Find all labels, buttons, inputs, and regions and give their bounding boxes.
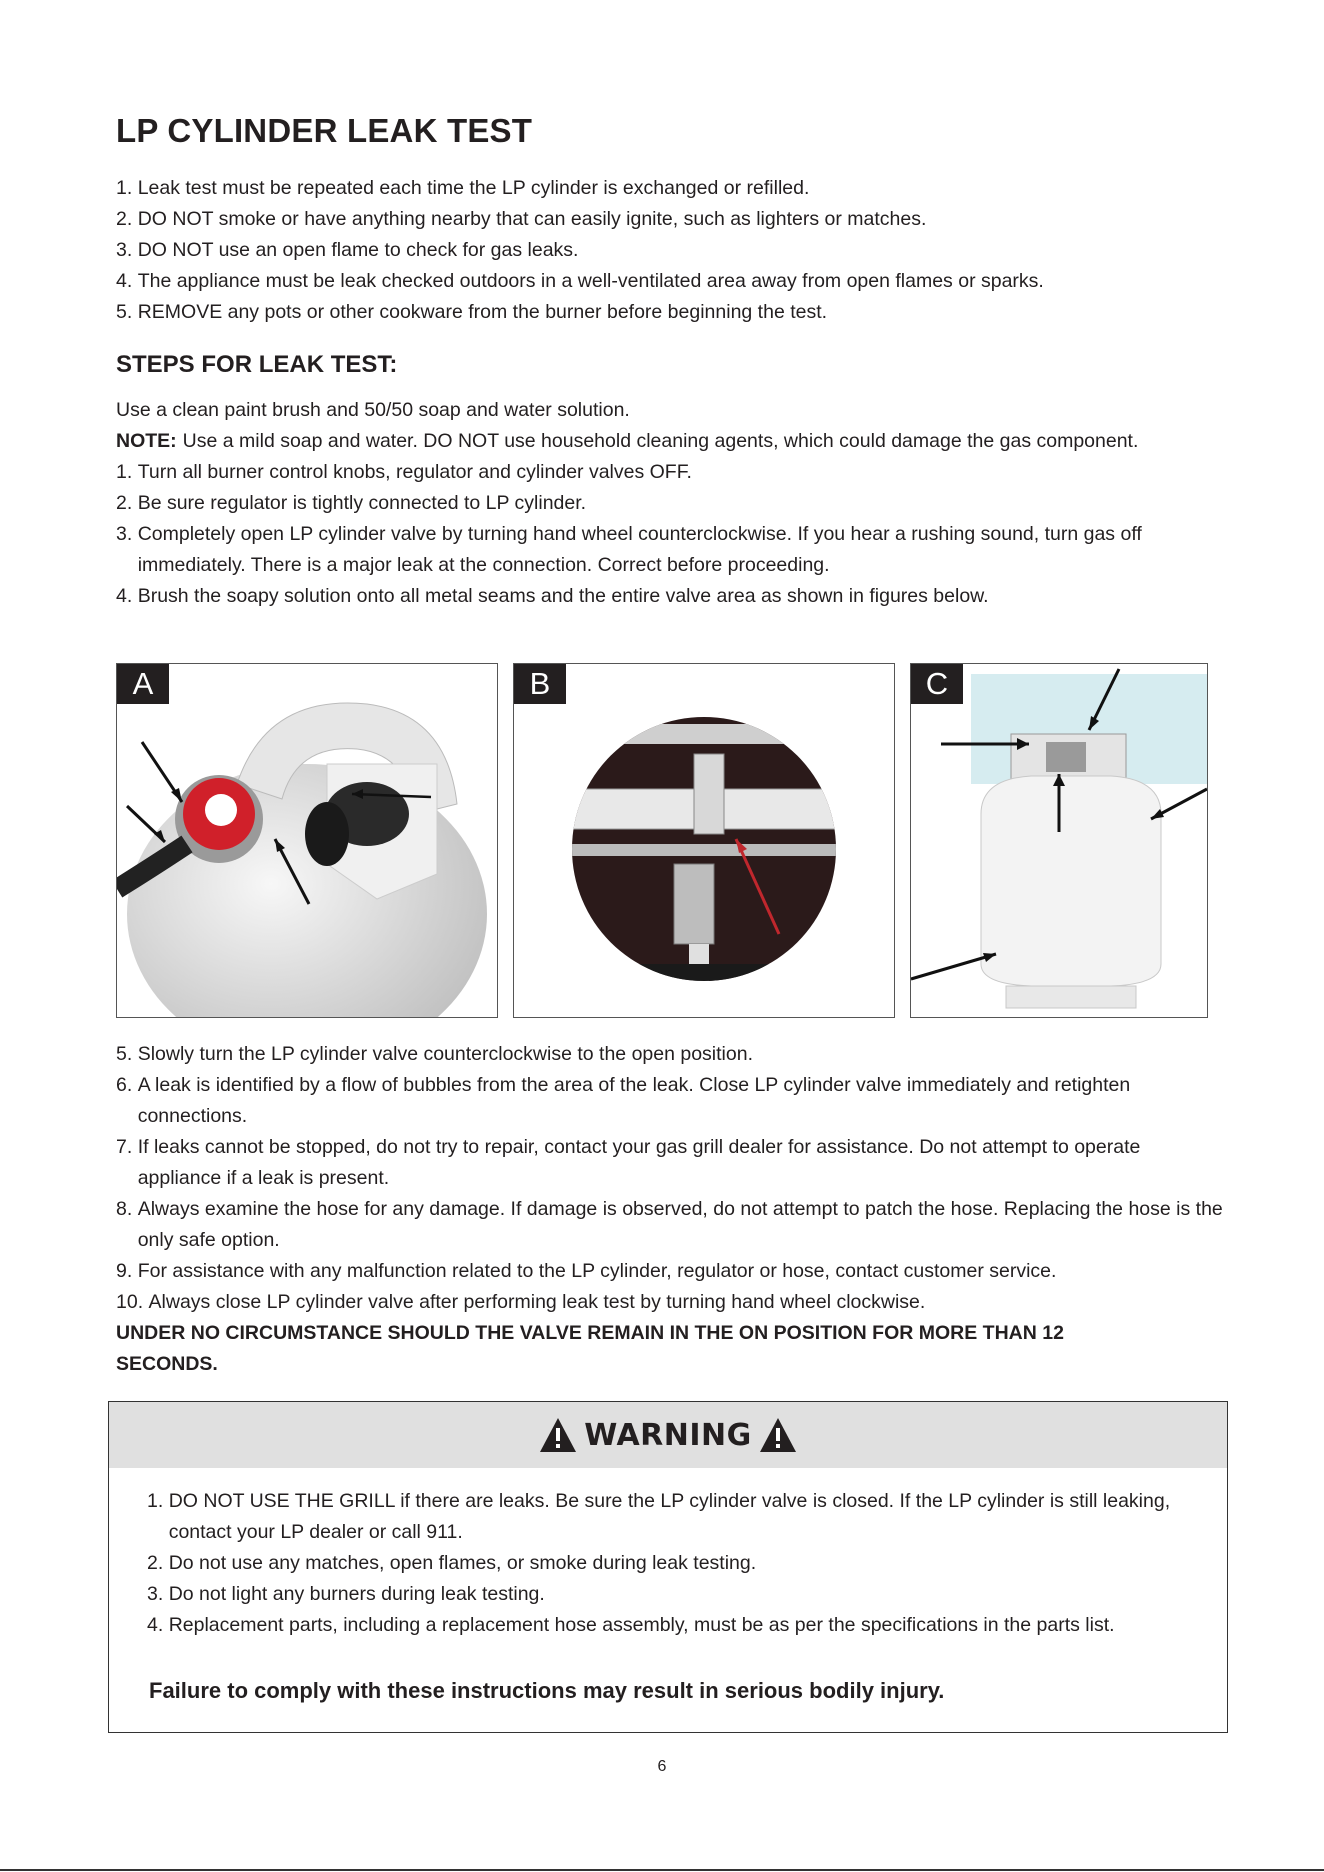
steps-intro: Use a clean paint brush and 50/50 soap and water solution. [116, 399, 630, 421]
figure-b [513, 663, 895, 1018]
figure-label: A [117, 664, 169, 704]
figure-label: B [514, 664, 566, 704]
figure-c [910, 663, 1208, 1018]
list-item: 2. Be sure regulator is tightly connected to LP cylinder. [116, 492, 587, 514]
list-item: 9. For assistance with any malfunction related to the LP cylinder, regulator or hose, contact customer service. [116, 1260, 1057, 1282]
intro-list [116, 173, 1226, 328]
list-item: 2. Do not use any matches, open flames, or smoke during leak testing. [147, 1552, 757, 1574]
list-item: 3. DO NOT use an open flame to check for gas leaks. [116, 239, 579, 261]
list-item: 5. REMOVE any pots or other cookware from the burner before beginning the test. [116, 301, 828, 323]
list-item: 3. Do not light any burners during leak testing. [147, 1583, 545, 1605]
cylinder-regulator-illustration [117, 664, 497, 1017]
list-item: 1. DO NOT USE THE GRILL if there are leaks. Be sure the LP cylinder valve is closed. If the LP cylinder is still leaking, contact your LP dealer or call 911. [147, 1490, 1171, 1543]
full-cylinder-illustration [911, 664, 1207, 1017]
note-text: Use a mild soap and water. DO NOT use household cleaning agents, which could damage the gas component. [182, 430, 1139, 452]
page-title: LP CYLINDER LEAK TEST [116, 112, 533, 149]
warning-header [109, 1402, 1227, 1468]
list-item: 6. A leak is identified by a flow of bubbles from the area of the leak. Close LP cylinder valve immediately and retighten connections. [116, 1074, 1131, 1127]
list-item: 5. Slowly turn the LP cylinder valve counterclockwise to the open position. [116, 1043, 753, 1065]
list-item: 10. Always close LP cylinder valve after performing leak test by turning hand wheel clockwise. [116, 1291, 926, 1313]
steps-heading: STEPS FOR LEAK TEST: [116, 351, 398, 378]
warning-triangle-icon [758, 1416, 798, 1454]
list-item: 2. DO NOT smoke or have anything nearby that can easily ignite, such as lighters or matches. [116, 208, 927, 230]
note [116, 426, 1226, 457]
list-item: 3. Completely open LP cylinder valve by turning hand wheel counterclockwise. If you hear a rushing sound, turn gas off immediately. There is a major leak at the connection. Correct before proceeding. [116, 523, 1142, 576]
figure-a [116, 663, 498, 1018]
burner-valve-closeup-illustration [514, 664, 894, 1017]
list-item: 4. Brush the soapy solution onto all metal seams and the entire valve area as shown in figures below. [116, 585, 989, 607]
list-item: 4. The appliance must be leak checked outdoors in a well-ventilated area away from open flames or sparks. [116, 270, 1044, 292]
list-item: 1. Leak test must be repeated each time the LP cylinder is exchanged or refilled. [116, 177, 810, 199]
page-number: 6 [657, 1758, 667, 1775]
list-item: 8. Always examine the hose for any damage. If damage is observed, do not attempt to patch the hose. Replacing the hose is the only safe option. [116, 1198, 1223, 1251]
figure-label: C [911, 664, 963, 704]
warning-title: WARNING [584, 1417, 752, 1453]
steps-list-after [116, 1039, 1226, 1380]
warning-list [147, 1486, 1207, 1641]
caution-line: UNDER NO CIRCUMSTANCE SHOULD THE VALVE REMAIN IN THE ON POSITION FOR MORE THAN 12 SECONDS. [116, 1322, 1064, 1375]
list-item: 1. Turn all burner control knobs, regulator and cylinder valves OFF. [116, 461, 692, 483]
warning-box [108, 1401, 1228, 1733]
warning-triangle-icon [538, 1416, 578, 1454]
list-item: 7. If leaks cannot be stopped, do not try to repair, contact your gas grill dealer for assistance. Do not attempt to operate appliance if a leak is present. [116, 1136, 1141, 1189]
warning-final-statement: Failure to comply with these instructions may result in serious bodily injury. [149, 1678, 945, 1703]
bottom-rule [0, 1869, 1324, 1871]
note-label: NOTE: [116, 430, 177, 452]
steps-list-before [116, 395, 1226, 612]
list-item: 4. Replacement parts, including a replacement hose assembly, must be as per the specifications in the parts list. [147, 1614, 1115, 1636]
